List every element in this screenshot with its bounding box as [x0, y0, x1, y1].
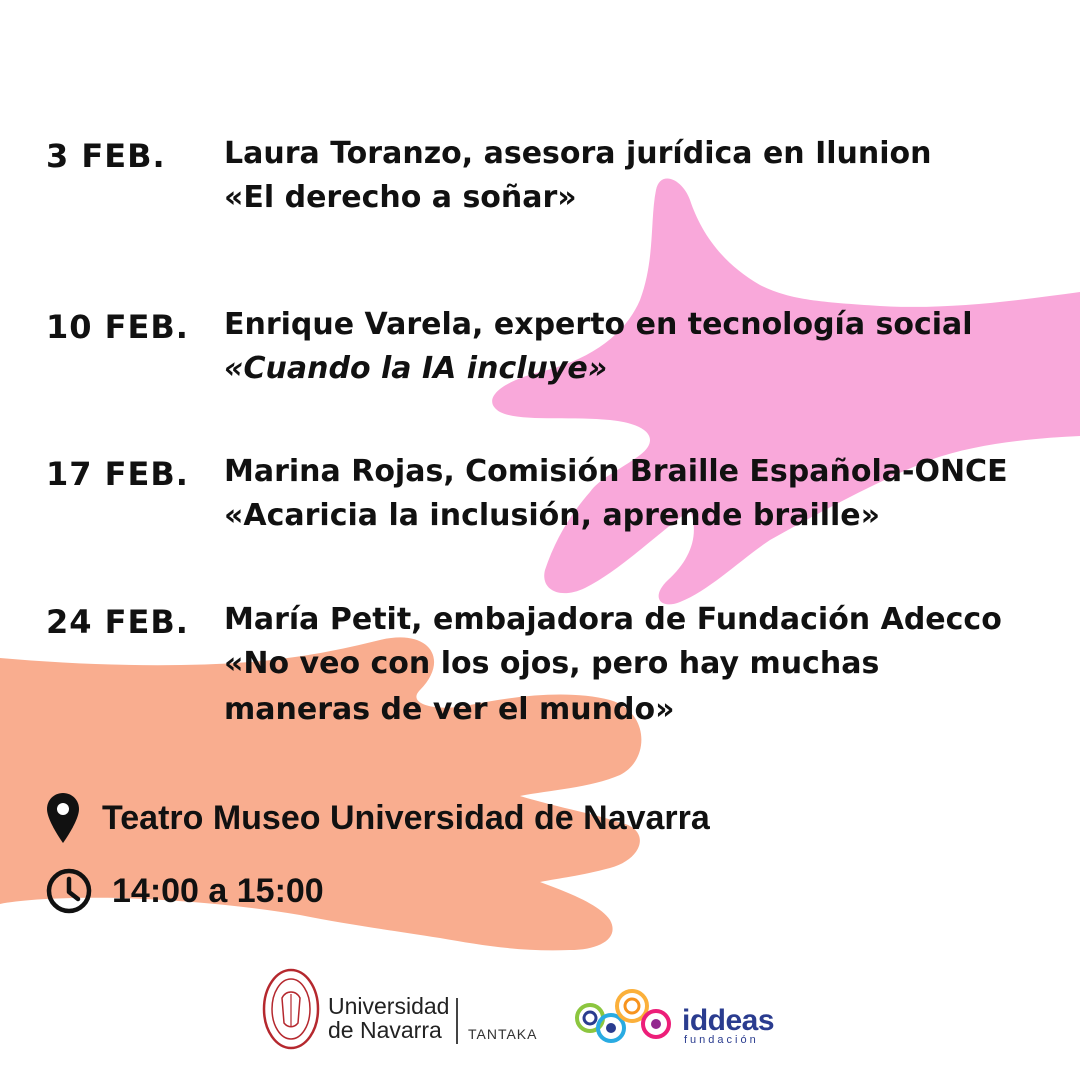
university-name-line-2: de Navarra [328, 1017, 442, 1043]
event-date: 24 FEB. [46, 603, 189, 641]
time-text: 14:00 a 15:00 [112, 871, 324, 910]
foundation-subtitle: fundación [684, 1034, 759, 1046]
map-pin-icon [46, 792, 80, 844]
event-talk-title-line-1: «No veo con los ojos, pero hay muchas [224, 646, 880, 681]
event-talk-title: «Cuando la IA incluye» [224, 351, 608, 386]
event-speaker: Laura Toranzo, asesora jurídica en Ilunion [224, 136, 932, 171]
location-row [46, 792, 710, 844]
event-date: 17 FEB. [46, 455, 189, 493]
university-seal-icon [262, 968, 320, 1050]
event-speaker: Enrique Varela, experto en tecnología social [224, 307, 973, 342]
time-row [46, 868, 324, 914]
event-talk-title-line-2: maneras de ver el mundo» [224, 692, 675, 727]
clock-icon [46, 868, 92, 914]
foundation-rings-icon [574, 984, 684, 1054]
unit-name: TANTAKA [468, 1026, 538, 1042]
university-name-line-1: Universidad [328, 993, 450, 1019]
event-talk-title: «El derecho a soñar» [224, 180, 577, 215]
university-name [328, 994, 449, 1042]
foundation-name: iddeas [682, 1004, 775, 1037]
event-date: 3 FEB. [46, 137, 166, 175]
event-date: 10 FEB. [46, 308, 189, 346]
event-talk-title: «Acaricia la inclusión, aprende braille» [224, 498, 881, 533]
event-speaker: Marina Rojas, Comisión Braille Española-ONCE [224, 454, 1008, 489]
location-text: Teatro Museo Universidad de Navarra [102, 798, 710, 837]
sponsor-logos [262, 966, 802, 1056]
event-speaker: María Petit, embajadora de Fundación Adecco [224, 602, 1002, 637]
logo-divider [456, 998, 458, 1044]
